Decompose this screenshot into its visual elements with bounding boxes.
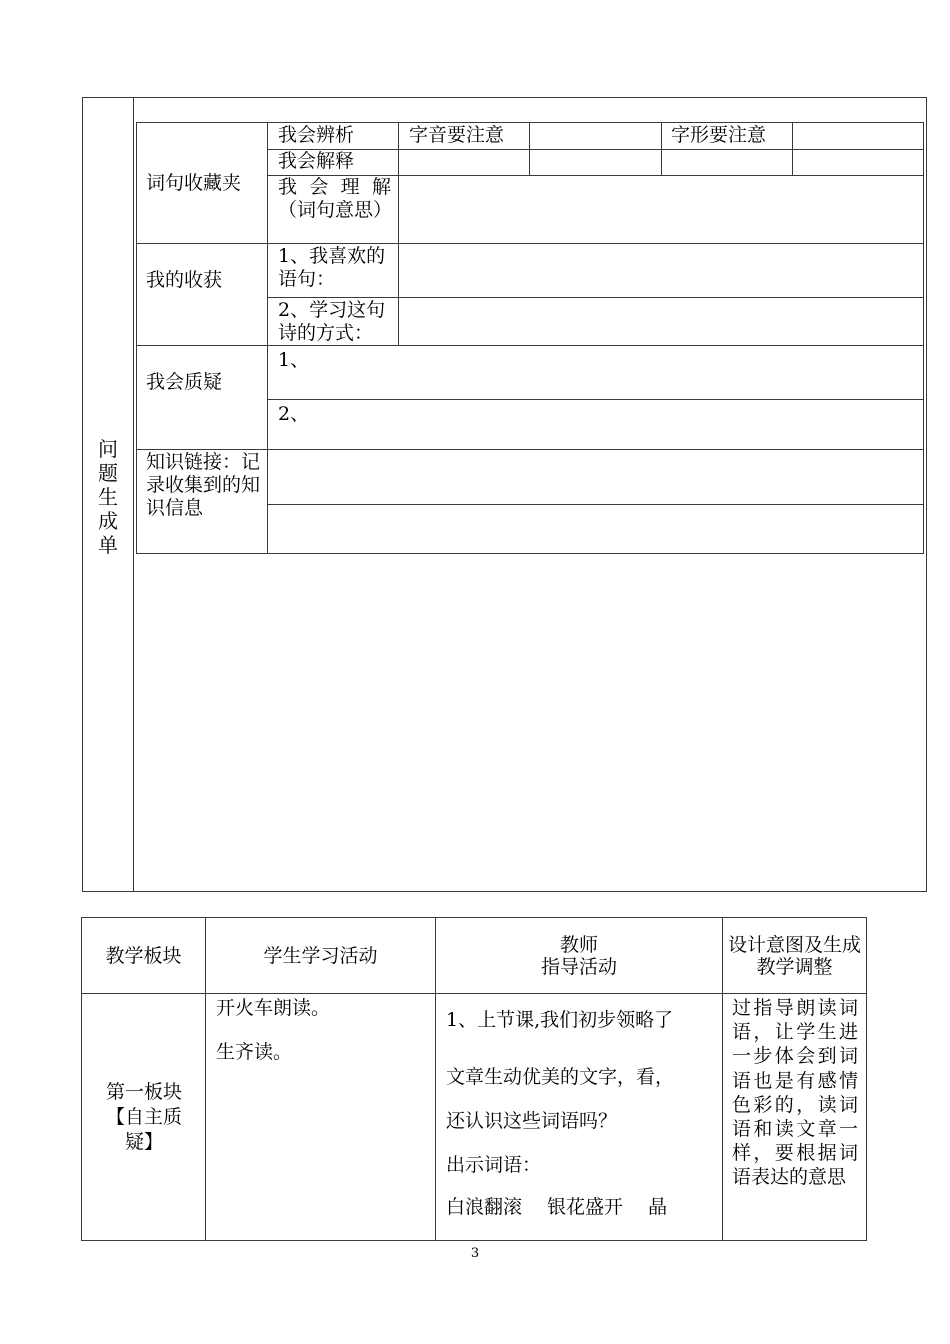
design-intent-text: 过指导朗读词语，让学生进一步体会到词语也是有感情色彩的，读词语和读文章一样，要根据词语表达的意思 — [732, 997, 858, 1189]
block-label: 第一板块【自主质疑】 — [105, 1080, 182, 1153]
question-title: 我会质疑 — [146, 371, 223, 393]
harvest-item-sentence: 1、我喜欢的语句： — [278, 245, 386, 290]
teacher-line-4: 出示词语： — [446, 1154, 542, 1176]
student-line-1: 开火车朗读。 — [216, 997, 331, 1019]
question-item-2: 2、 — [278, 403, 310, 425]
explain-label: 我会解释 — [278, 150, 355, 172]
section-label: 问 题 生 成 单 — [98, 437, 118, 557]
pronunciation-note-label: 字音要注意 — [409, 124, 505, 146]
teacher-line-2: 文章生动优美的文字，看， — [446, 1066, 675, 1088]
harvest-item-method: 2、学习这句诗的方式： — [278, 299, 386, 344]
harvest-title: 我的收获 — [146, 269, 223, 291]
student-line-2: 生齐读。 — [216, 1041, 293, 1063]
glyph-note-label: 字形要注意 — [671, 124, 767, 146]
collection-title: 词句收藏夹 — [146, 172, 242, 194]
discern-label: 我会辨析 — [278, 124, 355, 146]
teacher-line-1: 1、上节课,我们初步领略了 — [446, 1009, 674, 1031]
page-number: 3 — [470, 1246, 480, 1261]
teacher-line-3: 还认识这些词语吗？ — [446, 1110, 618, 1132]
teacher-line-5: 白浪翻滚 银花盛开 晶 — [446, 1196, 668, 1218]
header-design-intent: 设计意图及生成教学调整 — [727, 933, 861, 978]
header-teaching-block: 教学板块 — [105, 944, 182, 967]
understand-label: 我会理解（词句意思） — [278, 176, 393, 221]
question-item-1: 1、 — [278, 349, 310, 371]
knowledge-title: 知识链接：记录收集到的知识信息 — [146, 451, 261, 519]
header-teacher-guidance: 教师 指导活动 — [540, 933, 617, 978]
header-student-activity: 学生学习活动 — [263, 944, 378, 967]
